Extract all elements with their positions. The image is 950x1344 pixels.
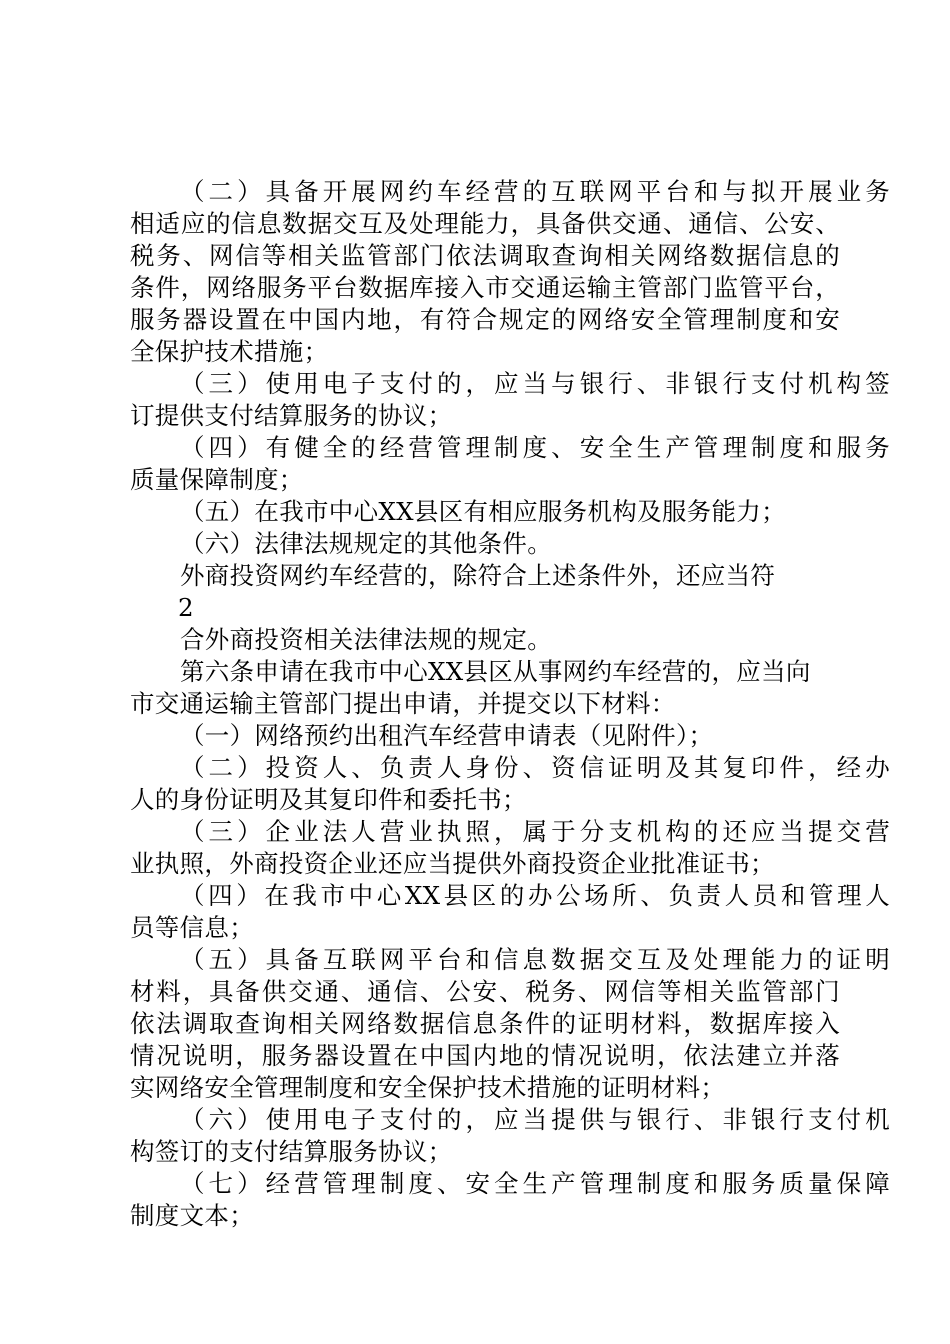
list-item: （三）企业法人营业执照，属于分支机构的还应当提交营	[180, 817, 890, 846]
paragraph-line: 实网络安全管理制度和安全保护技术措施的证明材料；	[130, 1073, 726, 1102]
paragraph-line: （六）法律法规规定的其他条件。	[180, 529, 552, 558]
paragraph-line: 订提供支付结算服务的协议；	[130, 401, 453, 430]
paragraph-line: 材料，具备供交通、通信、公安、税务、网信等相关监管部门	[130, 977, 840, 1006]
article-heading-line: 第六条申请在我市中心XX县区从事网约车经营的，应当向	[180, 657, 811, 686]
paragraph-line: 合外商投资相关法律法规的规定。	[180, 625, 552, 654]
paragraph-line: 人的身份证明及其复印件和委托书；	[130, 785, 527, 814]
paragraph-line: （二）具备开展网约车经营的互联网平台和与拟开展业务	[180, 177, 890, 206]
list-item: （一）网络预约出租汽车经营申请表（见附件）；	[180, 721, 714, 750]
paragraph-line: 员等信息；	[130, 913, 254, 942]
list-item: （六）使用电子支付的，应当提供与银行、非银行支付机	[180, 1105, 890, 1134]
paragraph-line: 税务、网信等相关监管部门依法调取查询相关网络数据信息的	[130, 241, 840, 270]
list-item: （七）经营管理制度、安全生产管理制度和服务质量保障	[180, 1169, 890, 1198]
paragraph-line: 构签订的支付结算服务协议；	[130, 1137, 453, 1166]
paragraph-line: 相适应的信息数据交互及处理能力，具备供交通、通信、公安、	[130, 209, 840, 238]
paragraph-line: 情况说明，服务器设置在中国内地的情况说明，依法建立并落	[130, 1041, 840, 1070]
page-number: 2	[178, 593, 194, 622]
paragraph-line: 质量保障制度；	[130, 465, 304, 494]
paragraph-line: 市交通运输主管部门提出申请，并提交以下材料：	[130, 689, 676, 718]
paragraph-line: 制度文本；	[130, 1201, 254, 1230]
paragraph-line: （三）使用电子支付的，应当与银行、非银行支付机构签	[180, 369, 890, 398]
list-item: （四）在我市中心XX县区的办公场所、负责人员和管理人	[180, 881, 890, 910]
list-item: （五）具备互联网平台和信息数据交互及处理能力的证明	[180, 945, 890, 974]
paragraph-line: 服务器设置在中国内地，有符合规定的网络安全管理制度和安	[130, 305, 840, 334]
paragraph-line: 条件，网络服务平台数据库接入市交通运输主管部门监管平台，	[130, 273, 840, 302]
paragraph-line: （五）在我市中心XX县区有相应服务机构及服务能力；	[180, 497, 786, 526]
paragraph-line: 全保护技术措施；	[130, 337, 329, 366]
paragraph-line: 依法调取查询相关网络数据信息条件的证明材料，数据库接入	[130, 1009, 840, 1038]
paragraph-line: 外商投资网约车经营的，除符合上述条件外，还应当符	[180, 561, 776, 590]
paragraph-line: （四）有健全的经营管理制度、安全生产管理制度和服务	[180, 433, 890, 462]
paragraph-line: 业执照，外商投资企业还应当提供外商投资企业批准证书；	[130, 849, 775, 878]
list-item: （二）投资人、负责人身份、资信证明及其复印件，经办	[180, 753, 890, 782]
